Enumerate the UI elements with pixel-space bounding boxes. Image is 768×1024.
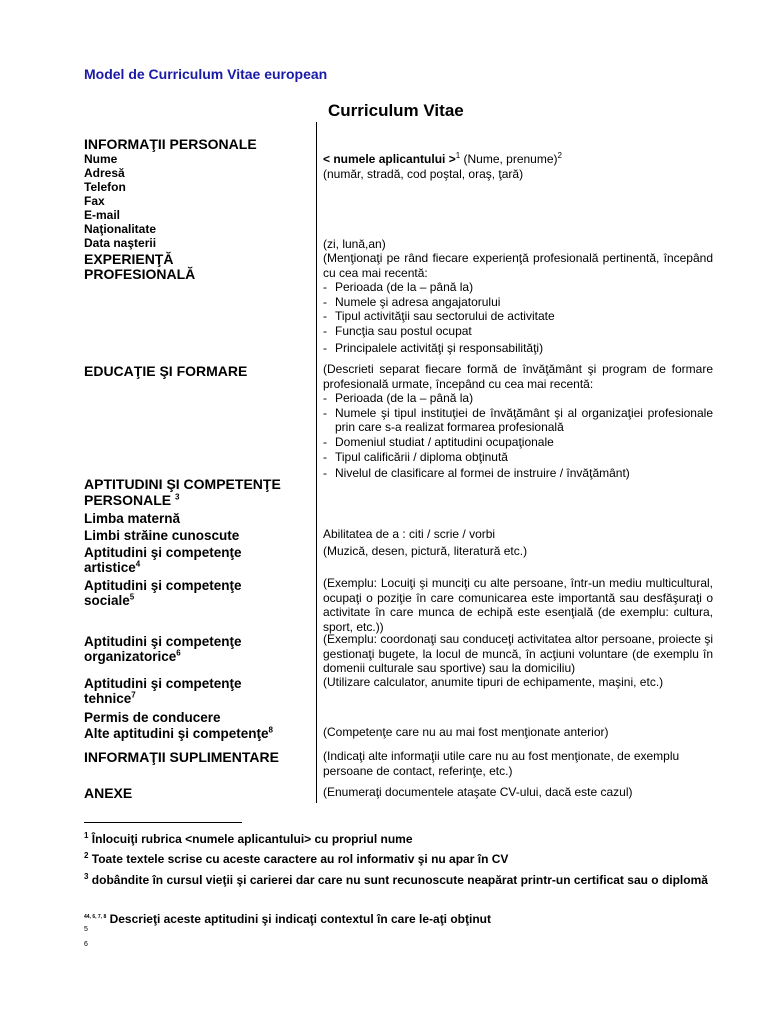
- additional-info-value: (Indicaţi alte informaţii utile care nu au fost menţionate, de exemplu persoane de contact, referinţe, etc.): [323, 749, 680, 778]
- footnote-3: $^3$ dobândite în cursul vieţii şi carierei dar care nu sunt recunoscute neapărat printr-un certificat sau o diplomă: [84, 872, 708, 887]
- experience-description: [323, 251, 713, 355]
- list-item: - Principalele activităţi şi responsabilităţi): [323, 341, 713, 356]
- label-birth-date: Data naşterii: [84, 236, 157, 250]
- experience-intro: (Menţionaţi pe rând fiecare experienţă profesională pertinentă, începând cu cea mai recentă:: [323, 251, 713, 280]
- list-item: - Perioada (de la – până la): [323, 391, 713, 406]
- organizational-skills-label: Aptitudini şi competenţe organizatorice$^6$: [84, 634, 242, 664]
- label-email: E-mail: [84, 208, 121, 222]
- list-item: - Funcţia sau postul ocupat: [323, 324, 713, 339]
- foreign-languages-label: Limbi străine cunoscute: [84, 528, 240, 543]
- footnote-6: 6: [84, 941, 88, 948]
- foreign-languages-value: Abilitatea de a : citi / scrie / vorbi: [323, 527, 496, 541]
- education-heading: EDUCAŢIE ŞI FORMARE: [84, 363, 248, 379]
- personal-info-heading: INFORMAŢII PERSONALE: [84, 136, 257, 152]
- education-intro: (Descrieti separat fiecare formă de învăţământ şi program de formare profesională urmate, începând cu cea mai recentă:: [323, 362, 713, 391]
- name-value: < numele aplicantului >$^1$ (Nume, prenume)$^2$: [323, 151, 562, 166]
- label-address: Adresă: [84, 166, 125, 180]
- artistic-skills-label: Aptitudini şi competenţe artistice$^4$: [84, 545, 242, 575]
- list-item: - Numele şi adresa angajatorului: [323, 295, 713, 310]
- list-item: - Domeniul studiat / aptitudini ocupaţionale: [323, 435, 713, 450]
- education-description: [323, 362, 713, 481]
- cv-title: Curriculum Vitae: [328, 101, 464, 120]
- footnote-4: $^{44, 6, 7, 8}$ Descrieţi aceste aptitudini şi indicaţi contextul în care le-aţi obţinut: [84, 912, 491, 926]
- artistic-skills-value: (Muzică, desen, pictură, literatură etc.): [323, 544, 528, 558]
- column-divider: [316, 122, 317, 803]
- label-nationality: Naţionalitate: [84, 222, 157, 236]
- list-item: - Tipul activităţii sau sectorului de activitate: [323, 309, 713, 324]
- annexes-heading: ANEXE: [84, 785, 133, 801]
- organizational-skills-value: (Exemplu: coordonaţi sau conduceţi activitatea altor persoane, proiecte şi gestionaţi bugete, la locul de muncă, în acţiuni voluntare (de exemplu în domenii culturale sau sportive) sau la domiciliu): [323, 632, 713, 676]
- list-item: - Tipul calificării / diploma obţinută: [323, 450, 713, 465]
- list-item: - Perioada (de la – până la): [323, 280, 713, 295]
- label-fax: Fax: [84, 194, 105, 208]
- list-item: - Numele şi tipul instituţiei de învăţământ şi al organizaţiei profesionale prin care s-a realizat formarea profesională: [323, 406, 713, 435]
- additional-info-heading: INFORMAŢII SUPLIMENTARE: [84, 749, 279, 765]
- address-value: (număr, stradă, cod poştal, oraş, ţară): [323, 167, 524, 181]
- social-skills-label: Aptitudini şi competenţe sociale$^5$: [84, 578, 242, 608]
- list-item: - Nivelul de clasificare al formei de instruire / învăţământ): [323, 466, 713, 481]
- education-list: [323, 391, 713, 481]
- footnote-2: $^2$ Toate textele scrise cu aceste caractere au rol informativ şi nu apar în CV: [84, 851, 509, 866]
- other-skills-value: (Competenţe care nu au mai fost menţionate anterior): [323, 725, 609, 739]
- label-phone: Telefon: [84, 180, 126, 194]
- footnote-1: $^1$ Înlocuiţi rubrica <numele aplicantului> cu propriul nume: [84, 831, 413, 846]
- driving-license-label: Permis de conducere: [84, 710, 221, 725]
- social-skills-value: (Exemplu: Locuiţi şi munciţi cu alte persoane, într-un mediu multicultural, ocupaţi o poziţie în care comunicarea este importantă sau desfăşuraţi o activitate în care munca de echipă este esenţială (de exemplu: cultura, sport, etc.)): [323, 576, 713, 634]
- annexes-value: (Enumeraţi documentele ataşate CV-ului, dacă este cazul): [323, 785, 633, 799]
- experience-heading: EXPERIENŢĂ PROFESIONALĂ: [84, 251, 196, 282]
- skills-heading: APTITUDINI ŞI COMPETENŢE PERSONALE $^3$: [84, 476, 281, 508]
- birth-date-value: (zi, lună,an): [323, 237, 386, 251]
- experience-list: [323, 280, 713, 355]
- footnote-separator: [84, 822, 242, 823]
- name-placeholder: < numele aplicantului >: [323, 152, 456, 166]
- model-title: Model de Curriculum Vitae european: [84, 66, 328, 82]
- mother-tongue-label: Limba maternă: [84, 511, 181, 526]
- label-name: Nume: [84, 152, 118, 166]
- technical-skills-value: (Utilizare calculator, anumite tipuri de echipamente, maşini, etc.): [323, 675, 664, 689]
- technical-skills-label: Aptitudini şi competenţe tehnice$^7$: [84, 676, 242, 706]
- footnote-5: 5: [84, 926, 88, 933]
- other-skills-label: Alte aptitudini şi competenţe$^8$: [84, 725, 273, 741]
